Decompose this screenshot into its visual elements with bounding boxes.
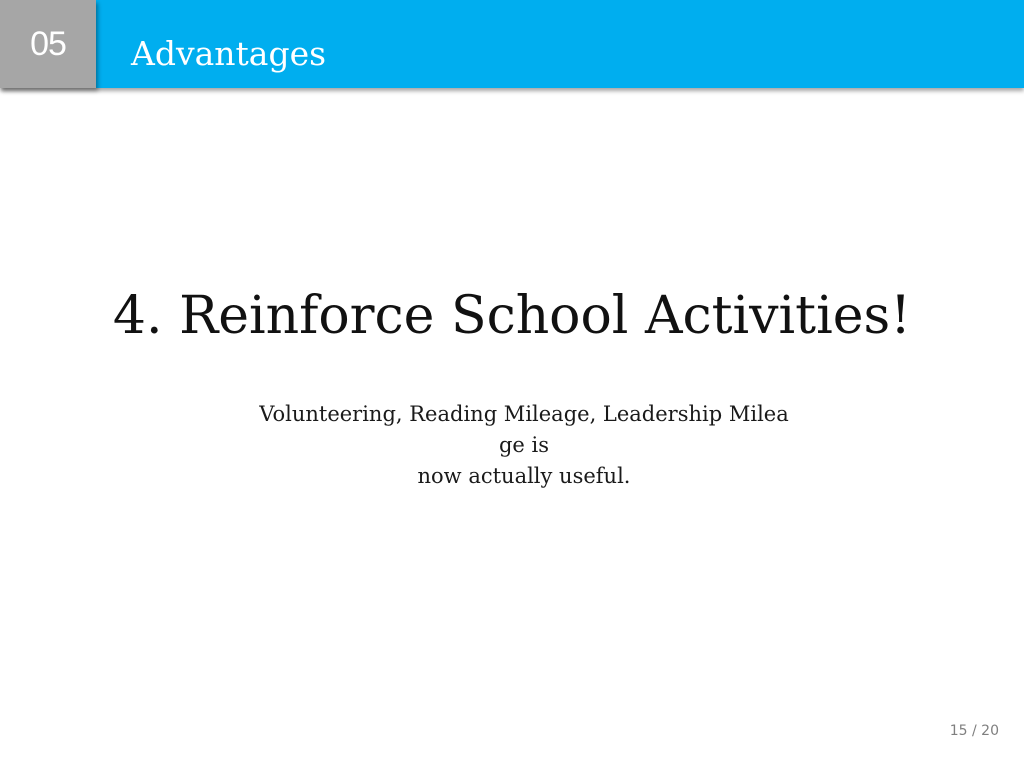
body-text — [212, 399, 836, 492]
body-line: ge is — [498, 433, 550, 457]
main-heading: 4. Reinforce School Activities! — [112, 286, 912, 346]
section-number: 05 — [30, 24, 66, 63]
body-line: now actually useful. — [417, 464, 631, 488]
slide-title: Advantages — [131, 34, 327, 73]
section-number-box — [0, 0, 96, 88]
body-line: Volunteering, Reading Mileage, Leadership Milea — [259, 402, 789, 426]
page-indicator: 15 / 20 — [949, 723, 999, 739]
